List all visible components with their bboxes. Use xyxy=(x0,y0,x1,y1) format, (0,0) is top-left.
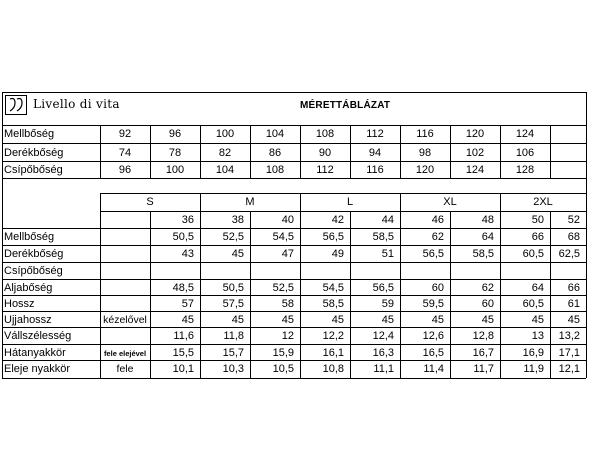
grid-line xyxy=(400,193,401,378)
top-cell: 128 xyxy=(515,164,535,176)
size-group-header: 2XL xyxy=(533,196,553,208)
grid-line xyxy=(2,245,586,246)
grid-line xyxy=(2,178,586,179)
grid-line xyxy=(2,92,586,93)
size-cell: 56,5 xyxy=(372,282,394,294)
grid-line xyxy=(250,211,251,378)
size-cell: 15,5 xyxy=(172,347,194,359)
top-cell: 100 xyxy=(165,164,185,176)
top-cell: 100 xyxy=(215,128,235,140)
size-cell: 62 xyxy=(431,231,444,243)
grid-line xyxy=(2,295,586,296)
size-cell: 64 xyxy=(531,282,544,294)
size-cell: 16,3 xyxy=(372,347,394,359)
page-title: MÉRETTÁBLÁZAT xyxy=(300,100,391,111)
size-cell xyxy=(300,264,344,279)
size-number: 48 xyxy=(481,214,494,226)
size-number: 38 xyxy=(231,214,244,226)
grid-line xyxy=(2,327,586,328)
grid-line xyxy=(350,211,351,378)
size-number: 52 xyxy=(567,214,580,226)
size-cell: 12 xyxy=(281,330,294,342)
top-cell: 92 xyxy=(118,128,132,140)
size-cell: 12,2 xyxy=(322,330,344,342)
top-cell: 104 xyxy=(215,164,235,176)
size-cell: 60,5 xyxy=(522,248,544,260)
size-cell: 11,6 xyxy=(173,330,194,342)
size-cell: 47 xyxy=(281,248,294,260)
size-cell: 11,4 xyxy=(423,363,444,375)
size-group-header: M xyxy=(245,196,255,208)
size-cell: 58,5 xyxy=(322,298,344,310)
brand-logo-icon xyxy=(5,95,27,115)
size-cell: 45 xyxy=(231,314,244,326)
top-cell: 124 xyxy=(465,164,485,176)
size-group-header: XL xyxy=(443,196,457,208)
grid-line xyxy=(100,193,586,194)
size-cell: 54,5 xyxy=(322,282,344,294)
size-cell xyxy=(150,264,194,279)
top-cell: 112 xyxy=(316,164,334,176)
size-cell: 45 xyxy=(567,314,580,326)
size-number: 40 xyxy=(281,214,294,226)
size-cell: 16,9 xyxy=(522,347,544,359)
size-cell xyxy=(450,264,494,279)
top-cell: 120 xyxy=(465,128,485,140)
top-cell: 102 xyxy=(465,147,485,159)
size-cell: 58,5 xyxy=(372,231,394,243)
top-cell: 96 xyxy=(118,164,132,176)
grid-line xyxy=(200,193,201,378)
top-cell: 86 xyxy=(268,147,282,159)
size-cell: 11,1 xyxy=(373,363,394,375)
size-cell: 17,1 xyxy=(558,347,580,359)
size-cell xyxy=(500,264,544,279)
size-cell: 61 xyxy=(567,298,580,310)
size-cell: 64 xyxy=(481,231,494,243)
size-cell: 58,5 xyxy=(472,248,494,260)
size-cell: 52,5 xyxy=(272,282,294,294)
top-cell: 96 xyxy=(168,128,182,140)
size-cell: 16,7 xyxy=(472,347,494,359)
size-cell: 13 xyxy=(531,330,544,342)
size-row-label: Mellbőség xyxy=(4,231,55,243)
size-number: 36 xyxy=(181,214,194,226)
size-number: 44 xyxy=(381,214,394,226)
top-cell: 90 xyxy=(318,147,332,159)
size-cell: 45 xyxy=(481,314,494,326)
top-cell: 74 xyxy=(118,147,132,159)
top-cell: 82 xyxy=(218,147,232,159)
grid-line xyxy=(150,211,151,378)
top-cell xyxy=(550,146,586,161)
top-cell: 78 xyxy=(168,147,182,159)
grid-line xyxy=(150,125,151,179)
size-cell: 16,1 xyxy=(322,347,344,359)
size-cell: 45 xyxy=(281,314,294,326)
size-cell: 60,5 xyxy=(522,298,544,310)
size-cell: 11,9 xyxy=(523,363,544,375)
size-cell: 51 xyxy=(381,248,394,260)
grid-line xyxy=(400,125,401,179)
top-cell xyxy=(550,163,586,178)
grid-line xyxy=(350,125,351,179)
size-cell: 12,1 xyxy=(558,363,580,375)
size-group-header: S xyxy=(146,196,154,208)
size-cell: 15,7 xyxy=(222,347,244,359)
top-cell: 116 xyxy=(366,164,384,176)
size-number: 50 xyxy=(531,214,544,226)
grid-line xyxy=(500,125,501,179)
size-cell: 10,3 xyxy=(222,363,244,375)
size-cell: 56,5 xyxy=(322,231,344,243)
grid-line xyxy=(500,193,501,378)
size-row-note: fele elejével xyxy=(103,349,147,358)
size-cell: 50,5 xyxy=(222,282,244,294)
grid-line xyxy=(2,378,586,379)
grid-line xyxy=(100,193,101,378)
size-cell: 45 xyxy=(531,314,544,326)
top-row-label: Csípőbőség xyxy=(4,164,63,176)
size-cell xyxy=(550,264,580,279)
size-cell: 54,5 xyxy=(272,231,294,243)
size-row-label: Csípőbőség xyxy=(4,265,63,277)
size-cell: 16,5 xyxy=(422,347,444,359)
size-cell: 11,8 xyxy=(223,330,244,342)
top-cell: 116 xyxy=(416,128,434,140)
size-number: 46 xyxy=(431,214,444,226)
top-row-label: Mellbőség xyxy=(4,128,55,140)
size-cell: 12,8 xyxy=(472,330,494,342)
grid-line xyxy=(2,344,586,345)
size-cell: 48,5 xyxy=(172,282,194,294)
size-cell: 60 xyxy=(481,298,494,310)
size-cell: 57 xyxy=(181,298,194,310)
size-row-note: kézelővel xyxy=(103,314,147,326)
top-row-label: Derékbőség xyxy=(4,147,64,159)
size-cell: 10,5 xyxy=(272,363,294,375)
size-cell: 50,5 xyxy=(172,231,194,243)
size-row-label: Vállszélesség xyxy=(4,330,72,342)
size-cell: 66 xyxy=(567,282,580,294)
size-cell: 10,1 xyxy=(172,363,194,375)
top-cell xyxy=(550,127,586,142)
top-cell: 112 xyxy=(366,128,384,140)
size-cell: 45 xyxy=(381,314,394,326)
grid-line xyxy=(2,125,586,126)
size-cell: 56,5 xyxy=(422,248,444,260)
grid-line xyxy=(2,143,586,144)
grid-line xyxy=(2,161,586,162)
grid-line xyxy=(2,279,586,280)
brand-name: Livello di vita xyxy=(33,97,120,111)
grid-line xyxy=(300,125,301,179)
size-number: 42 xyxy=(331,214,344,226)
size-cell: 15,9 xyxy=(272,347,294,359)
grid-line xyxy=(2,228,586,229)
top-cell: 94 xyxy=(368,147,382,159)
size-cell xyxy=(250,264,294,279)
size-cell: 66 xyxy=(531,231,544,243)
grid-line xyxy=(586,92,587,378)
size-row-note: fele xyxy=(116,363,134,375)
grid-line xyxy=(100,211,586,212)
size-cell: 45 xyxy=(431,314,444,326)
size-row-label: Hossz xyxy=(4,298,35,310)
grid-line xyxy=(2,262,586,263)
size-row-label: Hátanyakkör xyxy=(4,347,66,359)
size-cell: 59 xyxy=(381,298,394,310)
size-row-label: Aljabőség xyxy=(4,282,53,294)
size-cell: 62 xyxy=(481,282,494,294)
size-cell xyxy=(200,264,244,279)
size-cell: 45 xyxy=(231,248,244,260)
grid-line xyxy=(250,125,251,179)
top-cell: 108 xyxy=(315,128,335,140)
grid-line xyxy=(100,125,101,179)
size-cell: 68 xyxy=(567,231,580,243)
grid-line xyxy=(550,211,551,378)
size-group-header: L xyxy=(346,196,354,208)
top-cell: 98 xyxy=(418,147,432,159)
size-row-label: Ujjahossz xyxy=(4,314,52,326)
size-cell: 59,5 xyxy=(422,298,444,310)
size-cell: 62,5 xyxy=(558,248,580,260)
top-cell: 106 xyxy=(515,147,535,159)
grid-line xyxy=(200,125,201,179)
size-cell xyxy=(350,264,394,279)
top-cell: 104 xyxy=(265,128,285,140)
size-cell: 10,8 xyxy=(322,363,344,375)
size-row-label: Derékbőség xyxy=(4,248,64,260)
size-row-label: Eleje nyakkör xyxy=(4,363,71,375)
grid-line xyxy=(550,125,551,179)
grid-line xyxy=(2,311,586,312)
size-cell: 12,4 xyxy=(372,330,394,342)
size-cell: 43 xyxy=(181,248,194,260)
size-cell: 60 xyxy=(431,282,444,294)
size-cell: 58 xyxy=(281,298,294,310)
grid-line xyxy=(2,92,3,378)
size-cell xyxy=(400,264,444,279)
size-cell: 57,5 xyxy=(222,298,244,310)
top-cell: 120 xyxy=(415,164,435,176)
size-cell: 12,6 xyxy=(422,330,444,342)
top-cell: 108 xyxy=(265,164,285,176)
grid-line xyxy=(450,211,451,378)
top-cell: 124 xyxy=(515,128,535,140)
grid-line xyxy=(450,125,451,179)
size-cell: 13,2 xyxy=(558,330,580,342)
grid-line xyxy=(300,193,301,378)
size-cell: 49 xyxy=(331,248,344,260)
size-cell: 45 xyxy=(331,314,344,326)
grid-line xyxy=(2,360,586,361)
size-cell: 52,5 xyxy=(222,231,244,243)
size-cell: 11,7 xyxy=(473,363,494,375)
size-cell: 45 xyxy=(181,314,194,326)
